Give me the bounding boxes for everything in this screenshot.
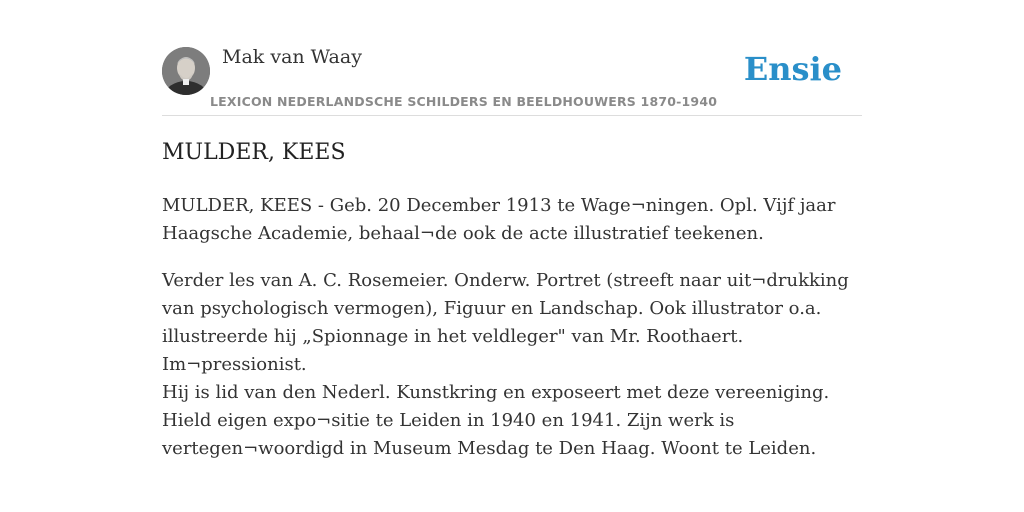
author-avatar[interactable]	[162, 47, 210, 95]
entry-paragraph-3: Hij is lid van den Nederl. Kunstkring en exposeert met deze vereeniging. Hield eigen expo¬sitie te Leiden in 1940 en 1941. Zijn werk is vertegen¬woordigd in Museum Mesdag te Den Haag. Woont te Leiden.	[162, 382, 830, 459]
entry-title: MULDER, KEES	[162, 140, 346, 165]
entry-paragraph-1: MULDER, KEES - Geb. 20 December 1913 te Wage¬ningen. Opl. Vijf jaar Haagsche Academie, behaal¬de ook de acte illustratief teekenen.	[162, 195, 836, 244]
author-name-link[interactable]: Mak van Waay	[222, 46, 362, 68]
brand-logo[interactable]: Ensie	[743, 50, 842, 88]
header-divider	[162, 115, 862, 116]
source-subtitle[interactable]: LEXICON NEDERLANDSCHE SCHILDERS EN BEELDHOUWERS 1870-1940	[210, 94, 718, 109]
entry-paragraph-2: Verder les van A. C. Rosemeier. Onderw. Portret (streeft naar uit¬drukking van psychologisch vermogen), Figuur en Landschap. Ook illustrator o.a. illustreerde hij „Spionnage in het veldleger" van Mr. Roothaert. Im¬pressionist.	[162, 270, 849, 375]
author-portrait-icon	[162, 47, 210, 95]
